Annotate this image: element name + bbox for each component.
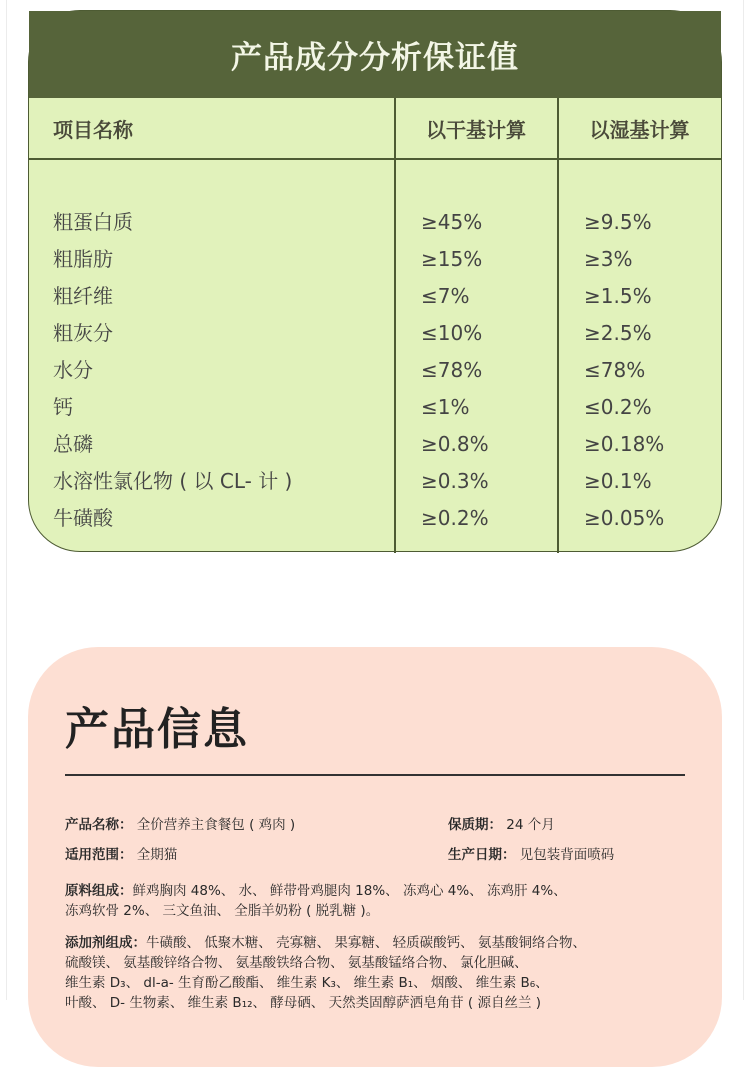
scope-value: 全期猫 [136,847,178,863]
product-name-label: 产品名称： [65,817,133,833]
additives-line-3: 维生素 D₃、 dl-a- 生育酚乙酸酯、 维生素 K₃、 维生素 B₁、 烟酸、 维生素 B₆、 [65,975,549,991]
product-name-line [65,815,295,835]
additives-label: 添加剂组成： [65,935,146,951]
scope-label: 适用范围： [65,847,133,863]
table-row [29,500,721,537]
row-dry-value: ≥15% [421,247,483,271]
ingredients-line-2: 冻鸡软骨 2%、 三文鱼油、 全脂羊奶粉 ( 脱乳糖 )。 [65,903,380,919]
production-date-value: 见包装背面喷码 [519,847,615,863]
row-dry-value: ≥0.8% [421,432,489,456]
product-info-divider [65,774,685,776]
row-wet-value: ≥0.1% [584,469,652,493]
row-wet-value: ≥1.5% [584,284,652,308]
row-name: 粗纤维 [53,284,113,308]
production-date-label: 生产日期： [448,847,516,863]
row-wet-value: ≤0.2% [584,395,652,419]
row-name: 牛磺酸 [53,506,113,530]
row-name: 粗蛋白质 [53,210,133,234]
row-wet-value: ≥3% [584,247,633,271]
table-row [29,389,721,426]
row-name: 粗脂肪 [53,247,113,271]
row-wet-value: ≥0.05% [584,506,665,530]
row-dry-value: ≥0.3% [421,469,489,493]
production-date-line [448,845,614,865]
ingredients-label: 原料组成： [65,883,133,899]
header-dry-basis: 以干基计算 [426,117,526,142]
table-row [29,204,721,241]
scope-line [65,845,177,865]
product-info-title: 产品信息 [65,704,249,755]
additives-line-2: 硫酸镁、 氨基酸锌络合物、 氨基酸铁络合物、 氨基酸锰络合物、 氯化胆碱、 [65,955,528,971]
shelf-life-value: 24 个月 [506,817,555,833]
additives-line-4: 叶酸、 D- 生物素、 维生素 B₁₂、 酵母硒、 天然类固醇萨洒皂角苷 ( 源自丝兰 ) [65,995,542,1011]
shelf-life-line [448,815,555,835]
row-dry-value: ≥45% [421,210,483,234]
analysis-title-bar [29,11,721,98]
row-wet-value: ≥9.5% [584,210,652,234]
table-row [29,352,721,389]
right-edge-line [743,0,744,1000]
table-row [29,426,721,463]
ingredients-block [65,881,685,921]
table-row [29,463,721,500]
header-item-name: 项目名称 [53,117,133,142]
additives-block [65,933,685,1013]
row-name: 水溶性氯化物 ( 以 CL- 计 ) [53,469,293,493]
row-dry-value: ≤10% [421,321,483,345]
shelf-life-label: 保质期： [448,817,502,833]
header-divider [29,158,721,160]
row-wet-value: ≥2.5% [584,321,652,345]
ingredients-text-1: 鲜鸡胸肉 48%、 水、 鲜带骨鸡腿肉 18%、 冻鸡心 4%、 冻鸡肝 4%、 [132,883,567,899]
left-edge-line [6,0,7,1000]
row-name: 总磷 [53,432,93,456]
row-wet-value: ≥0.18% [584,432,665,456]
additives-text-1: 牛磺酸、 低聚木糖、 壳寡糖、 果寡糖、 轻质碳酸钙、 氨基酸铜络合物、 [146,935,586,951]
row-wet-value: ≤78% [584,358,646,382]
analysis-table [29,98,721,553]
analysis-card [28,10,722,552]
row-dry-value: ≤1% [421,395,470,419]
row-name: 水分 [53,358,93,382]
product-name-value: 全价营养主食餐包 ( 鸡肉 ) [136,817,296,833]
row-dry-value: ≤7% [421,284,470,308]
ingredients-line-1 [65,881,685,901]
row-dry-value: ≥0.2% [421,506,489,530]
table-row [29,315,721,352]
row-name: 粗灰分 [53,321,113,345]
additives-line-1 [65,933,685,953]
row-name: 钙 [53,395,73,419]
table-row [29,241,721,278]
row-dry-value: ≤78% [421,358,483,382]
product-info-card [28,647,722,1067]
table-row [29,278,721,315]
analysis-title: 产品成分分析保证值 [231,40,519,76]
header-wet-basis: 以湿基计算 [589,117,690,142]
